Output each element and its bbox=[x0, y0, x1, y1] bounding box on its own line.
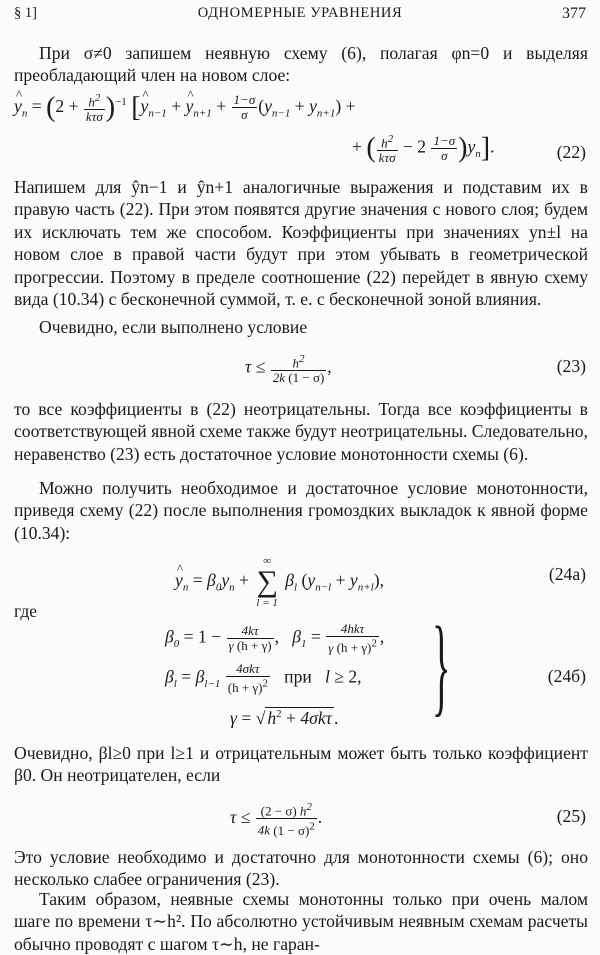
equation-24b-line-2: $\beta_l = \beta_{l-1}$ $\frac{\text{4σkτ}}{(h + \gamma)^2}$ при l ≥ 2, bbox=[165, 661, 362, 696]
equation-24a: ^ $y_n = \beta_0y_n$ + ∞ ∑ l = 1 $\beta_l$ $(y_{n-l} + y_{n+l})$, bbox=[175, 555, 384, 609]
equation-24b-line-1: $\beta_0 = 1$ − $\frac{4k\tau}{\gamma (h + \gamma)}$ , $\beta_1$ = $\frac{\text{4hkτ}}{\gamma (h + \gamma)^2}$ , bbox=[165, 621, 385, 656]
equation-24a-number: (24а) bbox=[548, 564, 586, 584]
paragraph-8: Это условие необходимо и достаточно для монотонности схемы (6); оно несколько слабее ограничения (23). bbox=[14, 847, 588, 890]
section-mark: § 1] bbox=[14, 5, 37, 21]
sum-lower-limit: l = 1 bbox=[256, 597, 278, 609]
paragraph-3: Очевидно, если выполнено условие bbox=[39, 317, 308, 337]
equation-22-number: (22) bbox=[556, 142, 586, 162]
equation-25: τ ≤ $\frac{(2 - \sigma) h^2}{4k (1 - \sigma)^2}$ . bbox=[230, 801, 323, 838]
equation-24b-number: (24б) bbox=[547, 666, 586, 686]
equation-23-number: (23) bbox=[556, 356, 586, 376]
running-header bbox=[14, 5, 586, 29]
equation-23: τ ≤ $\frac{h^2}{2k (1 - \sigma)}$ , bbox=[245, 353, 332, 386]
paragraph-5: Можно получить необходимое и достаточное условие монотонности, приведя схему (22) после выполнения громоздких выкладок к явной форме (10.34): bbox=[14, 478, 588, 543]
sum-upper-limit: ∞ bbox=[263, 555, 272, 567]
when-word: при bbox=[284, 666, 312, 687]
paragraph-2: Напишем для ŷn−1 и ŷn+1 аналогичные выражения и подставим их в правую часть (22). При этом появятся другие значения с нового слоя; будем их исключать тем же способом. Коэффициенты при значениях yn±l на новом слое в правой части будут при этом убывать в геометрической прогрессии. Поэтому в пределе соотношение (22) перейдет в явную схему вида (10.34) с бесконечной суммой, т. е. с бесконечной зоной влияния. bbox=[14, 177, 588, 310]
running-title: ОДНОМЕРНЫЕ УРАВНЕНИЯ bbox=[197, 5, 403, 21]
equation-22-line-2: + ( $\frac{h^2}{\text{kτσ}}$ − 2 $\frac{1-\sigma}{\sigma}$ )$y_n$]. bbox=[352, 132, 495, 166]
paragraph-7: Очевидно, βl≥0 при l≥1 и отрицательным может быть только коэффициент β0. Он неотрицателен, если bbox=[14, 743, 588, 786]
right-brace: } bbox=[432, 604, 451, 726]
paragraph-4: то все коэффициенты в (22) неотрицательны. Тогда все коэффициенты в соответствующей явной схеме также будут неотрицательны. Следовательно, неравенство (23) есть достаточное условие монотонности схемы (6). bbox=[14, 399, 588, 464]
paragraph-1: При σ≠0 запишем неявную схему (6), полагая φn=0 и выделяя преобладающий член на новом слое: bbox=[14, 43, 588, 86]
equation-22-line-1: ^ $y_n = (2$ + $\frac{h^2}{\text{kτσ}}$ )$^{-1}$ [^ $y_{n-1}$ + ^ $y_{n+1}$ + $\frac{1-\sigma}{\sigma}$ $(y_{n-1} + y_{n+1})$ + bbox=[14, 90, 356, 125]
equation-25-number: (25) bbox=[556, 806, 586, 826]
paragraph-9: Таким образом, неявные схемы монотонны только при очень малом шаге по времени τ∼h². По абсолютно устойчивым неявным схемам расчеты обычно проводят с шагом τ∼h, не гаран- bbox=[14, 889, 588, 954]
paragraph-6: где bbox=[14, 601, 38, 621]
equation-24b-line-3: γ = √ $h^2 + 4\sigma k\tau$ . bbox=[230, 707, 339, 728]
page-number: 377 bbox=[562, 5, 586, 22]
